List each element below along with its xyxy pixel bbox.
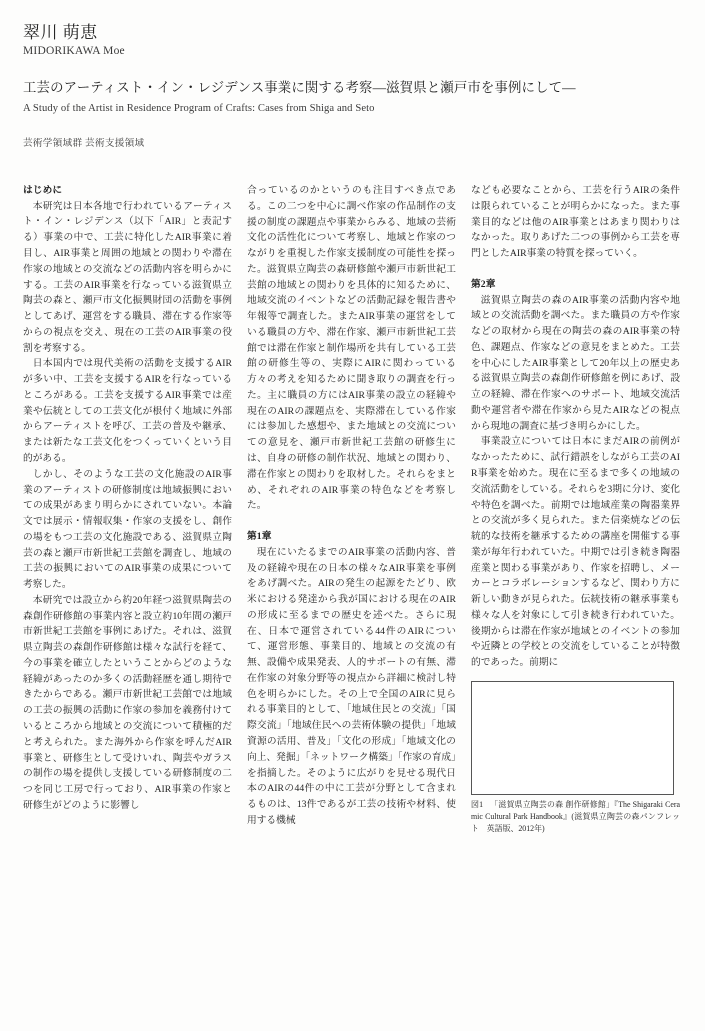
- figure-caption-text: 「滋賀県立陶芸の森 創作研修館」『The Shigaraki Ceramic Cultural Park Handbook』(滋賀県立陶芸の森パンフレット 英語版、2012年): [471, 799, 681, 833]
- paragraph: 滋賀県立陶芸の森のAIR事業の活動内容や地域との交流活動を調べた。また職員の方や作家などの取材から現在の陶芸の森のAIR事業の特色、課題点、作家などの意見をまとめた。工芸を中心にしたAIR事業として20年以上の歴史ある滋賀県立陶芸の森創作研修館を例にあげ、設立の経緯、滞在作家へのサポート、地域交流活動や運営者や滞在作家から見たAIRなどの視点から現地の調査に基づき明らかにした。: [471, 294, 680, 432]
- paragraph: 現在にいたるまでのAIR事業の活動内容、普及の経緯や現在の日本の様々なAIR事業を事例をあげ調べた。AIRの発生の起源をたどり、欧米における発達から我が国における現在のAIRの形成に至るまでの歴史を述べた。さらに現在、日本で運営されている44件のAIRについて、運営形態、事業目的、地域との交流の有無、設備や成果発表、人的サポートの有無、滞在作家の対象分野等の視点から詳細に検討し特色を明らかにした。その上で全国のAIRに見られる事業目的として、「地域住民との交流」「国際交流」「地域住民への芸術体験の提供」「地域資源の活用、普及」「文化の形成」「地域文化の向上、発掘」「ネットワーク構築」「作家の育成」を指摘した。そのように広がりを見せる現代日本のAIRの44件の中に工芸が分野として含まれるものは、13件であるが工芸の技術や材料、使用する機械: [247, 546, 456, 826]
- paragraph: 本研究では設立から約20年経つ滋賀県陶芸の森創作研修館の事業内容と設立約10年間の瀬戸市新世紀工芸館を事例にあげた。それは、滋賀県立陶芸の森創作研修館は様々な試行を経て、今の事業を確立したということからどのような経緯があったのか多くの活動経歴を通し期待できたからである。瀬戸市新世紀工芸館では地域の工芸の振興の活動に作家の参加を義務付けているところから地域との交流について積極的だと考えられた。また海外から作家を呼んだAIR事業と、研修生として受けいれ、陶芸やガラスの制作の場を提供し支援している研修制度の二つを同じ工房で行っており、AIR事業の作家と研修生がどのように影響し: [23, 594, 232, 811]
- paper-title-japanese: 工芸のアーティスト・イン・レジデンス事業に関する考察―滋賀県と瀬戸市を事例にして―: [23, 80, 576, 96]
- section-heading-chapter-1: 第1章: [247, 531, 272, 543]
- paragraph: しかし、そのような工芸の文化施設のAIR事業のアーティストの研修制度は地域振興においての成果があまり明らかにされていない。本論文では展示・情報収集・作家の支援をし、創作の場をもつ工芸の文化施設である、滋賀県立陶芸の森と瀬戸市新世紀工芸館を調査し、地域の工芸の振興においてのAIR事業の成果について考察した。: [23, 468, 232, 591]
- paragraph: 事業設立については日本にまだAIRの前例がなかったために、試行錯誤をしながら工芸のAIR事業を始めた。現在に至るまで多くの地域の交流活動をしている。それらを3期に分け、変化や特色を調べた。前期では地域産業の陶器業界との交流が多く見られた。また信楽焼などの伝統的な技術を継承するための講座を開催する事業が毎年行われていた。中期では引き続き陶器産業と関わる事業があり、作家を招聘し、メーカーとコラボレーションするなど、関わり方に新しい動きが見られた。伝統技術の継承事業も様々な人を対象にして引き続き行われていた。後期からは滞在作家が地域とのイベントの参加や近隣との学校との交流をしていることが特徴的であった。前期に: [471, 436, 680, 669]
- section-heading-chapter-2: 第2章: [471, 278, 496, 290]
- column-3: [471, 183, 680, 973]
- paragraph: 日本国内では現代美術の活動を支援するAIRが多い中、工芸を支援するAIRを行なっているところがある。工芸を支援するAIR事業では産業や伝統としての工芸文化が根付く地域に外部からアーティストを呼び、工芸の普及や継承、または新たな工芸文化をつくっていくという目的がある。: [23, 358, 232, 464]
- paragraph: なども必要なことから、工芸を行うAIRの条件は限られていることが明らかになった。また事業目的などは他のAIR事業とはあまり関わりはなかった。取りあげた二つの事例から工芸を専門としたAIR事業の特質を探っていく。: [471, 185, 680, 260]
- column-2: [247, 183, 456, 973]
- author-affiliation: 芸術学領域群 芸術支援領域: [23, 138, 145, 150]
- author-name-romanized: MIDORIKAWA Moe: [23, 45, 125, 58]
- figure-1: [471, 681, 680, 835]
- paper-title-english: A Study of the Artist in Residence Program of Crafts: Cases from Shiga and Seto: [23, 103, 375, 115]
- column-1: [23, 183, 232, 973]
- figure-label: 図1: [471, 799, 484, 809]
- paragraph: 本研究は日本各地で行われているアーティスト・イン・レジデンス（以下「AIR」と表記する）事業の中で、工芸に特化したAIR事業に着目し、AIR事業と周囲の地域との関わりや滞在作家の地域との交流などの活動内容を明らかにする。工芸のAIR事業を行なっている滋賀県立陶芸の森と、瀬戸市文化振興財団の活動を事例としてあげ、運営をする職員、滞在する作家等からの視点を交え、現在の工芸のAIR事業の役割を考察する。: [23, 200, 232, 354]
- paragraph: 合っているのかというのも注目すべき点である。この二つを中心に調べ作家の作品制作の支援の制度の課題点や事業からみる、地域の芸術文化の活性化について考察し、地域と作家のつながりを重視した作家支援制度の可能性を探った。滋賀県立陶芸の森研修館や瀬戸市新世紀工芸館の地域との関わりを具体的に知るために、地域交流のイベントなどの活動記録を報告書や年報等で調査した。またAIR事業の運営をしている職員の方や、滞在作家、瀬戸市新世紀工芸館では滞在作家と制作場所を共有している工芸館の研修生等の、実際にAIRに関わっている方々の考えを知るために聞き取りの調査を行った。主に職員の方にはAIR事業の設立の経緯や現在のAIRの課題点を、実際滞在している作家には参加した感想や、また地域との交流についての意見を、瀬戸市新世紀工芸館の研修生には、自身の研修の制作状況、地域との関わり、滞在作家との関わりを取材した。それらをまとめ、それぞれのAIR事業の特色などを考察した。: [247, 185, 456, 512]
- author-name-japanese: 翠川 萌恵: [23, 23, 98, 42]
- figure-image-placeholder: [471, 681, 674, 795]
- paper-header: [23, 22, 673, 149]
- section-heading-introduction: はじめに: [23, 185, 63, 196]
- figure-caption: [471, 799, 680, 835]
- article-columns: [23, 183, 682, 973]
